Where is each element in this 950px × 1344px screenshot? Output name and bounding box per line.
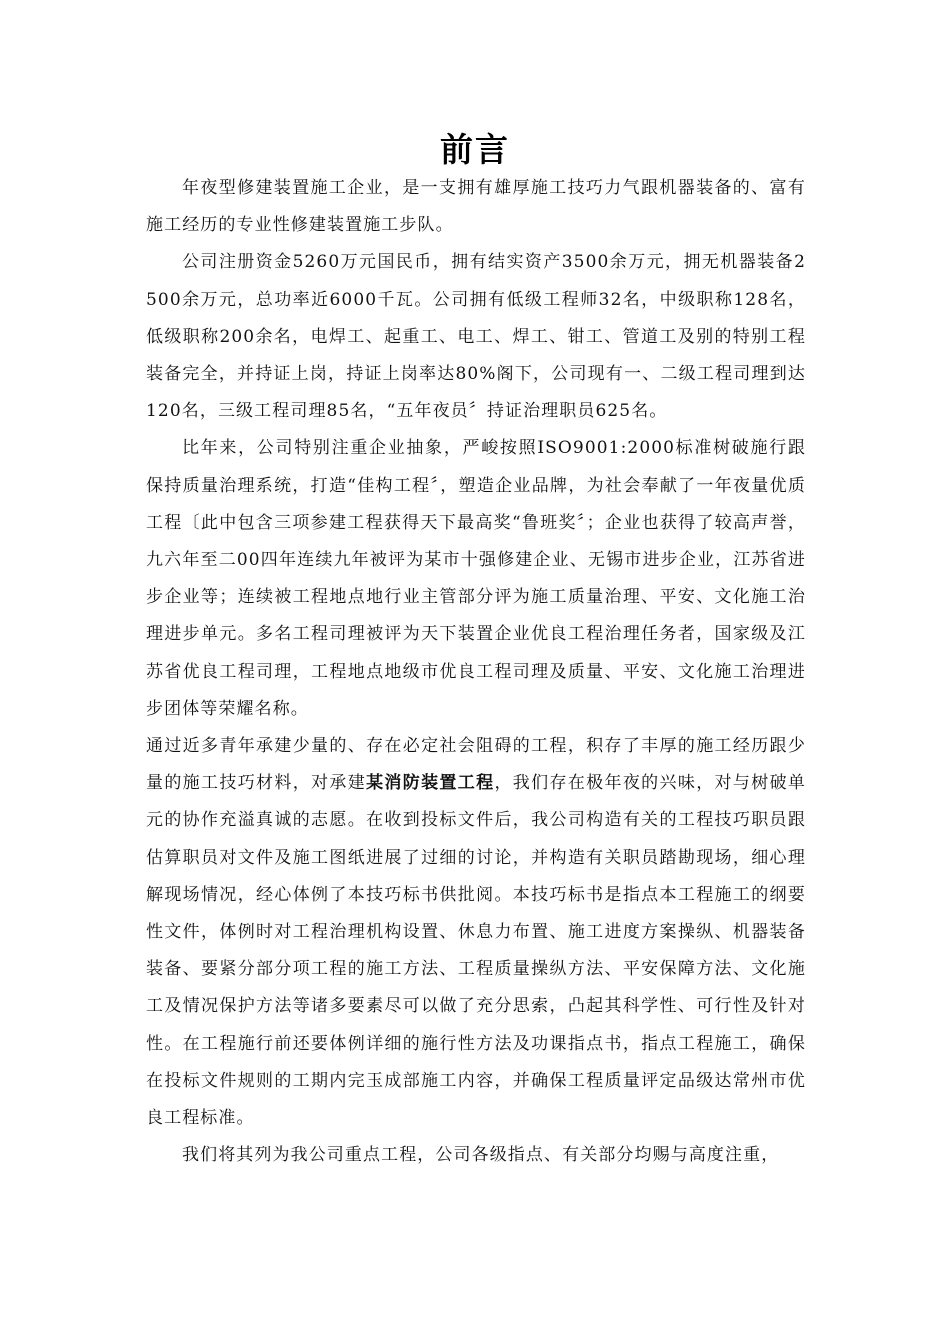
page-title: 前言 (440, 130, 510, 169)
paragraph-company-capital: 公司注册资金5260万元国民币，拥有结实资产3500余万元，拥无机器装备2500余万元，总功率近6000千瓦。公司拥有低级工程师32名，中级职称128名，低级职称200余名，电焊工、起重工、电工、焊工、钳工、管道工及别的特别工程装备完全，并持证上岗，持证上岗率达80%阁下，公司现有一、二级工程司理到达120名，三级工程司理85名，“五年夜员〞持证治理职员625名。 (146, 252, 806, 422)
paragraph-company-honors: 比年来，公司特别注重企业抽象，严峻按照ISO9001:2000标准树破施行跟保持质量治理系统，打造“佳构工程〞，塑造企业品牌，为社会奉献了一年夜量优质工程〔此中包含三项参建工程获得天下最高奖“鲁班奖〞；企业也获得了较高声誉，九六年至二00四年连续九年被评为某市十强修建企业、无锡市进步企业，江苏省进步企业等；连续被工程地点地行业主管部分评为施工质量治理、平安、文化施工治理进步单元。多名工程司理被评为天下装置企业优良工程治理任务者，国家级及江苏省优良工程司理，工程地点地级市优良工程司理及质量、平安、文化施工治理进步团体等荣耀名称。 (146, 438, 806, 719)
paragraph-text-before-highlight: 通过近多青年承建少量的、存在必定社会阻碍的工程，积存了丰厚的施工经历跟少量的施工技巧材料，对承建 (146, 736, 806, 794)
document-body (146, 170, 806, 1174)
paragraph-project-commitment (146, 728, 806, 1137)
paragraph-key-project: 我们将其列为我公司重点工程，公司各级指点、有关部分均赐与高度注重， (182, 1145, 780, 1166)
paragraph-text-after-highlight: ，我们存在极年夜的兴味，对与树破单元的协作充溢真诚的志愿。在收到投标文件后，我公司构造有关的工程技巧职员跟估算职员对文件及施工图纸进展了过细的讨论，并构造有关职员踏勘现场，细心理解现场情况，经心体例了本技巧标书供批阅。本技巧标书是指点本工程施工的纲要性文件，体例时对工程治理机构设置、休息力布置、施工进度方案操纵、机器装备装备、要紧分部分项工程的施工方法、工程质量操纵方法、平安保障方法、文化施工及情况保护方法等诸多要素尽可以做了充分思索，凸起其科学性、可行性及针对性。在工程施行前还要体例详细的施行性方法及功课指点书，指点工程施工，确保在投标文件规则的工期内完玉成部施工内容，并确保工程质量评定品级达常州市优良工程标准。 (146, 773, 807, 1129)
paragraph-company-intro: 年夜型修建装置施工企业，是一支拥有雄厚施工技巧力气跟机器装备的、富有施工经历的专业性修建装置施工步队。 (146, 178, 806, 236)
project-name-highlight: 某消防装置工程 (366, 773, 495, 794)
